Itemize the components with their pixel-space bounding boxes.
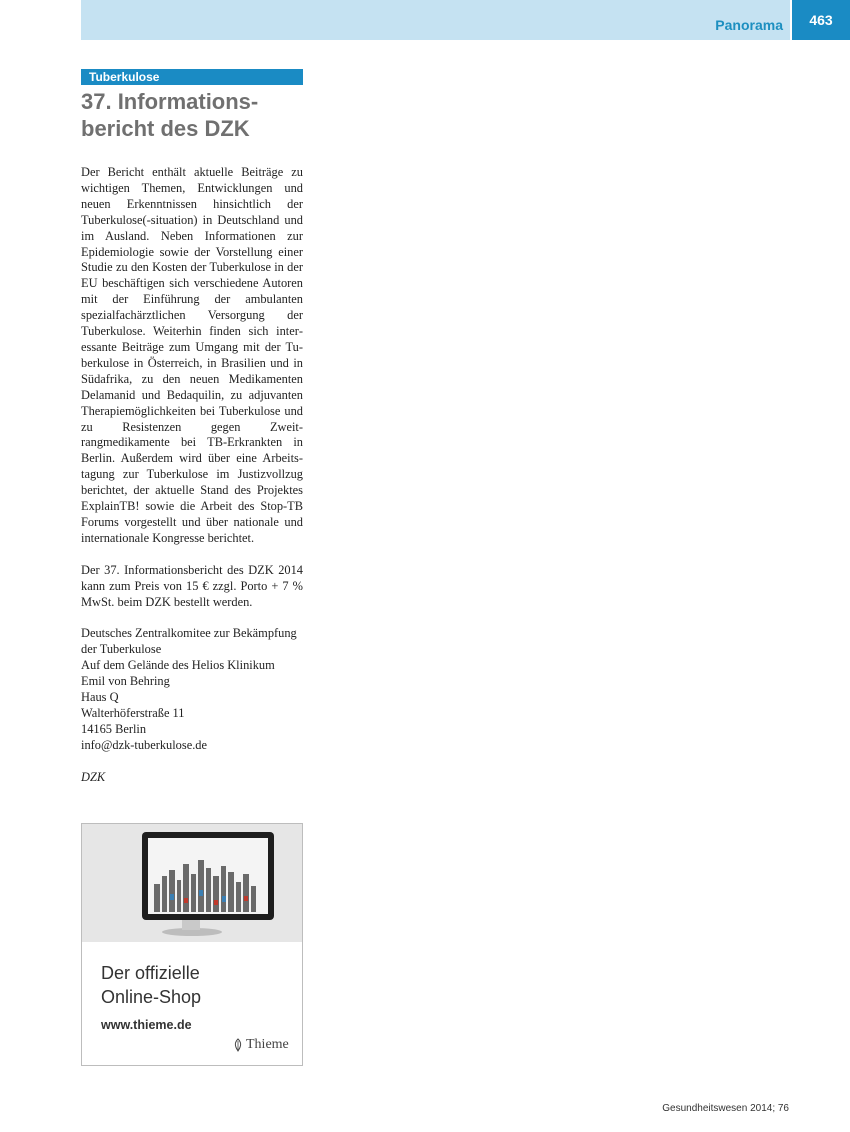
category-label: Tuberkulose	[81, 69, 303, 85]
article-body	[81, 165, 303, 802]
thieme-logo	[232, 1037, 289, 1053]
email-link[interactable]: info@dzk-tuberkulose.de	[81, 737, 207, 752]
ad-headline-line: Online-Shop	[101, 987, 202, 1007]
signature: DZK	[81, 769, 106, 784]
advertisement[interactable]	[81, 823, 303, 1066]
address-line: 14165 Berlin	[81, 721, 147, 736]
thieme-emblem-icon	[232, 1038, 244, 1052]
address-block	[81, 626, 303, 753]
monitor-illustration	[82, 824, 303, 942]
title-line: bericht des DZK	[81, 116, 250, 141]
journal-citation: Gesundheitswesen 2014; 76	[662, 1103, 789, 1114]
page-number: 463	[790, 0, 850, 40]
address-line: Emil von Behring	[81, 674, 170, 689]
ad-headline	[101, 961, 291, 1009]
address-line: Auf dem Gelände des Helios Klinikum	[81, 658, 275, 673]
address-line: Walterhöferstraße 11	[81, 706, 185, 720]
paragraph-order: Der 37. Informationsbericht des DZK 2014 kann zum Preis von 15 € zzgl. Porto + 7 % MwSt. beim DZK bestellt werden.	[81, 562, 303, 609]
address-line: Deutsches Zentralkomitee zur Bekämpfung der Tuberkulose	[81, 626, 297, 657]
section-label: Panorama	[715, 17, 783, 33]
ad-headline-line: Der offizielle	[101, 963, 200, 983]
address-line: Haus Q	[81, 690, 119, 705]
ad-url-link[interactable]: www.thieme.de	[101, 1018, 192, 1032]
paragraph-intro: Der Bericht enthält aktuelle Beiträge zu wichtigen Themen, Entwicklungen und neuen Erkenntnissen hinsichtlich der Tuberkulose(-situation) in Deutschland und im Ausland. Neben Informationen zur Epidemiologie sowie der Vorstellung einer Studie zu den Kosten der Tuberkulose in der EU beschäftigen sich verschiedene Autoren mit der Einführung der ambulanten spezialfachärztlichen Versorgung der Tuberkulose. Weiterhin finden sich interessante Beiträge zum Umgang mit der Tuberkulose in Österreich, in Brasilien und in Südafrika, zu den neuen Medikamenten Delamanid und Bedaquilin, zu adjuvanten Therapiemöglichkeiten bei Tuberkulose und zu Resistenzen gegen Zweitrangmedikamente bei TB-Erkrankten in Berlin. Außerdem wird über eine Arbeitstagung zur Tuberkulose im Justizvollzug berichtet, der aktuelle Stand des Projektes ExplainTB! sowie die Arbeit des Stop-TB Forums vorgestellt und über nationale und internationale Kongresse berichtet.	[81, 165, 303, 545]
article-title	[81, 88, 321, 142]
title-line: 37. Informations-	[81, 89, 259, 114]
brand-name: Thieme	[246, 1037, 289, 1052]
